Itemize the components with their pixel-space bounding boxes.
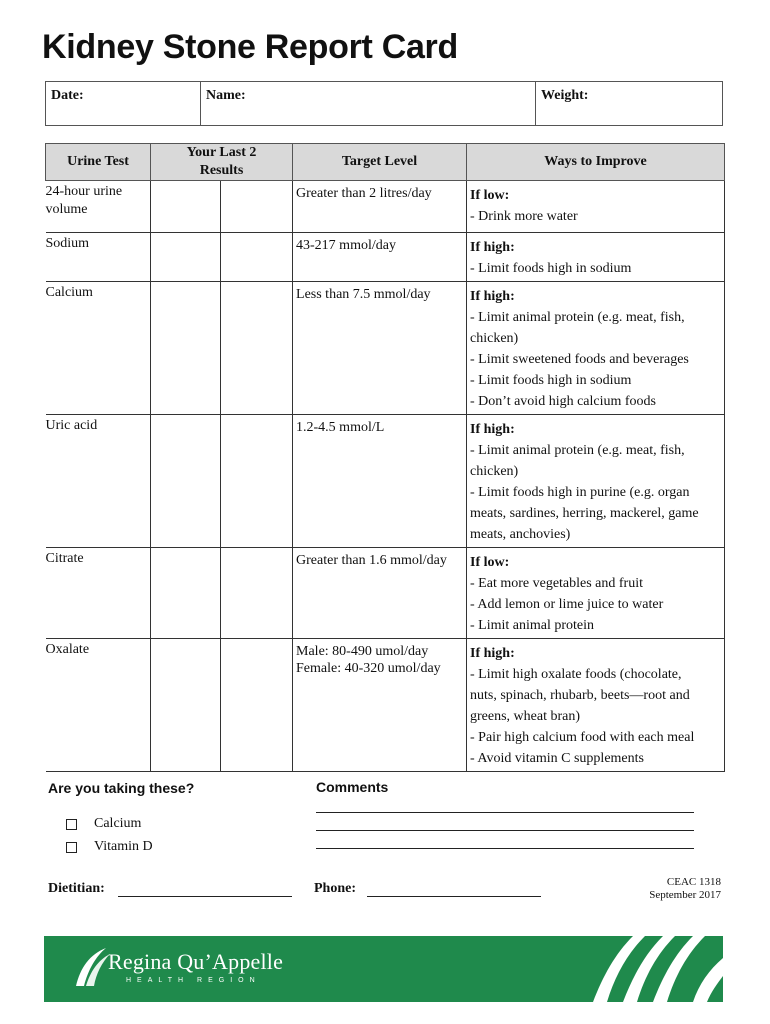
dietitian-input-line[interactable] <box>118 896 292 897</box>
form-code-date: September 2017 <box>649 889 721 901</box>
vitamin-d-label: Vitamin D <box>94 839 153 854</box>
name-label: Name: <box>206 88 246 103</box>
phone-input-line[interactable] <box>367 896 541 897</box>
form-code-number: CEAC 1318 <box>666 876 721 888</box>
urine-test-name: 24-hour urine volume <box>46 181 151 233</box>
result-input-2[interactable] <box>221 181 293 233</box>
result-input-2[interactable] <box>221 415 293 548</box>
ways-to-improve <box>467 548 725 639</box>
table-row <box>46 415 725 548</box>
comments-line-3[interactable] <box>316 848 694 849</box>
improvement-item: - Limit animal protein <box>470 618 595 633</box>
result-input-2[interactable] <box>221 233 293 282</box>
target-level: Greater than 1.6 mmol/day <box>293 548 467 639</box>
ways-to-improve <box>467 415 725 548</box>
comments-label: Comments <box>316 779 389 795</box>
weight-field[interactable] <box>535 82 722 125</box>
improvement-item: - Don’t avoid high calcium foods <box>470 394 657 409</box>
header-urine-test: Urine Test <box>46 144 151 181</box>
ways-to-improve <box>467 233 725 282</box>
urine-test-name: Sodium <box>46 233 151 282</box>
calcium-checkbox-row[interactable] <box>66 816 141 832</box>
name-field[interactable] <box>200 82 535 125</box>
supplements-question: Are you taking these? <box>48 780 195 796</box>
result-input-1[interactable] <box>151 415 221 548</box>
improvement-item: - Eat more vegetables and fruit <box>470 576 643 591</box>
date-field[interactable] <box>46 82 200 125</box>
urine-test-name: Calcium <box>46 282 151 415</box>
improvement-item: greens, wheat bran) <box>470 709 581 724</box>
condition-label: If high: <box>470 289 515 304</box>
improvement-item: - Avoid vitamin C supplements <box>470 751 644 766</box>
improvement-item: - Limit foods high in sodium <box>470 373 632 388</box>
table-header-row <box>46 144 725 181</box>
improvement-item: - Limit animal protein (e.g. meat, fish, <box>470 310 685 325</box>
vitamin-d-checkbox-row[interactable] <box>66 839 153 855</box>
improvement-item: - Limit high oxalate foods (chocolate, <box>470 667 682 682</box>
improvement-item: chicken) <box>470 464 519 479</box>
regina-logo-icon <box>72 946 112 988</box>
dietitian-label: Dietitian: <box>48 881 105 896</box>
condition-label: If high: <box>470 240 515 255</box>
improvement-item: - Limit sweetened foods and beverages <box>470 352 689 367</box>
header-last-results: Your Last 2 Results <box>151 144 293 181</box>
condition-label: If high: <box>470 422 515 437</box>
urine-test-name: Uric acid <box>46 415 151 548</box>
table-row <box>46 548 725 639</box>
ways-to-improve <box>467 639 725 772</box>
comments-line-2[interactable] <box>316 830 694 831</box>
calcium-label: Calcium <box>94 816 142 831</box>
table-row <box>46 282 725 415</box>
weight-label: Weight: <box>541 88 589 103</box>
result-input-1[interactable] <box>151 282 221 415</box>
target-level: Greater than 2 litres/day <box>293 181 467 233</box>
result-input-2[interactable] <box>221 639 293 772</box>
form-code <box>649 876 721 902</box>
target-level: Less than 7.5 mmol/day <box>293 282 467 415</box>
improvement-item: - Pair high calcium food with each meal <box>470 730 695 745</box>
improvement-item: nuts, spinach, rhubarb, beets—root and <box>470 688 690 703</box>
header-ways-to-improve: Ways to Improve <box>467 144 725 181</box>
condition-label: If high: <box>470 646 515 661</box>
improvement-item: chicken) <box>470 331 519 346</box>
improvement-item: meats, anchovies) <box>470 527 571 542</box>
ways-to-improve <box>467 181 725 233</box>
target-level: Male: 80-490 umol/day Female: 40-320 umol/day <box>293 639 467 772</box>
brand-subtitle: HEALTH REGION <box>126 977 261 984</box>
header-target-level: Target Level <box>293 144 467 181</box>
table-row <box>46 639 725 772</box>
result-input-1[interactable] <box>151 181 221 233</box>
patient-info-box <box>45 81 723 126</box>
brand-name: Regina Qu’Appelle <box>108 949 284 974</box>
comments-line-1[interactable] <box>316 812 694 813</box>
improvement-item: - Add lemon or lime juice to water <box>470 597 664 612</box>
improvement-item: - Limit foods high in purine (e.g. organ <box>470 485 690 500</box>
target-level: 43-217 mmol/day <box>293 233 467 282</box>
urine-test-name: Oxalate <box>46 639 151 772</box>
calcium-checkbox[interactable] <box>66 819 77 830</box>
improvement-item: - Limit foods high in sodium <box>470 261 632 276</box>
result-input-1[interactable] <box>151 639 221 772</box>
result-input-2[interactable] <box>221 548 293 639</box>
vitamin-d-checkbox[interactable] <box>66 842 77 853</box>
table-row <box>46 181 725 233</box>
improvement-item: meats, sardines, herring, mackerel, game <box>470 506 699 521</box>
improvement-item: - Drink more water <box>470 209 578 224</box>
result-input-1[interactable] <box>151 233 221 282</box>
date-label: Date: <box>51 88 84 103</box>
improvement-item: - Limit animal protein (e.g. meat, fish, <box>470 443 685 458</box>
urine-test-table <box>45 143 725 772</box>
result-input-1[interactable] <box>151 548 221 639</box>
decorative-swoosh-icon <box>593 936 723 1002</box>
condition-label: If low: <box>470 188 510 203</box>
result-input-2[interactable] <box>221 282 293 415</box>
target-level: 1.2-4.5 mmol/L <box>293 415 467 548</box>
ways-to-improve <box>467 282 725 415</box>
page-title: Kidney Stone Report Card <box>42 28 458 66</box>
brand-banner <box>44 936 723 1002</box>
urine-test-name: Citrate <box>46 548 151 639</box>
phone-label: Phone: <box>314 881 356 896</box>
condition-label: If low: <box>470 555 510 570</box>
table-row <box>46 233 725 282</box>
